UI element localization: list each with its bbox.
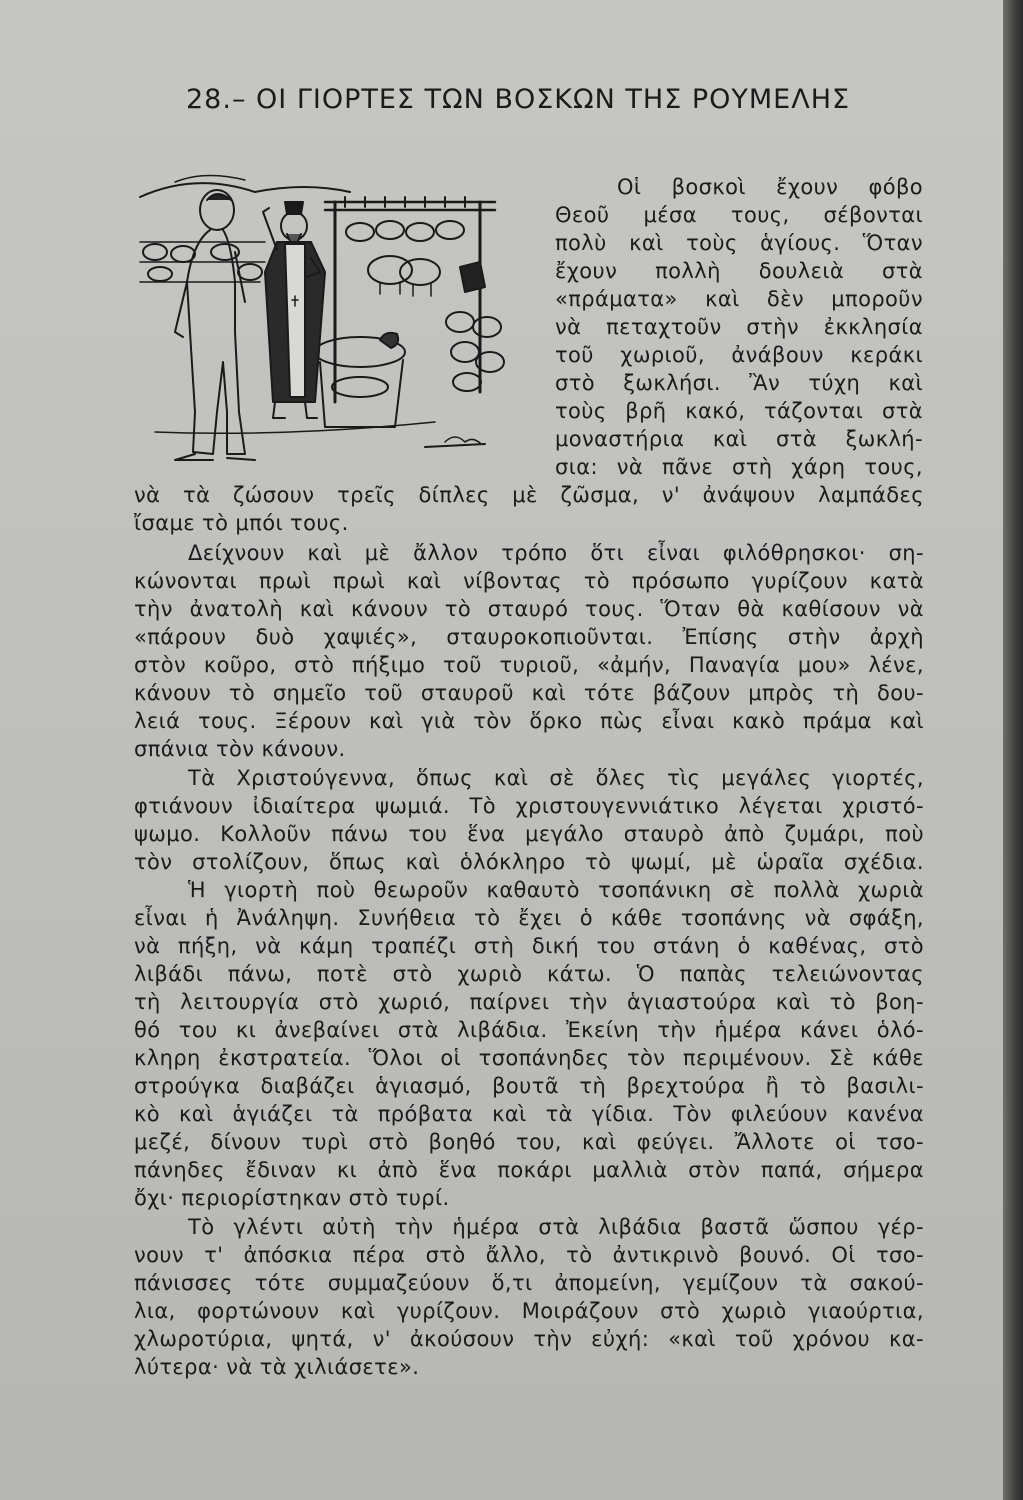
text-line: λειά τους. Ξέρουν καὶ γιὰ τὸν ὅρκο πὼς εἶναι κακὸ πράμα καὶ <box>134 709 924 733</box>
text-line: νουν τ' ἀπόσκια πέρα στὸ ἄλλο, τὸ ἀντικρινὸ βουνό. Οἱ τσο- <box>134 1243 924 1267</box>
text-line: Δείχνουν καὶ μὲ ἄλλον τρόπο ὅτι εἶναι φιλόθρησκοι· ση- <box>188 541 924 565</box>
text-line: εἶναι ἡ Ἀνάληψη. Συνήθεια τὸ ἔχει ὁ κάθε τσοπάνης νὰ σφάξη, <box>134 906 924 930</box>
text-line: στὸ ξωκλήσι. Ἂν τύχη καὶ <box>555 371 923 395</box>
text-line: μεζέ, δίνουν τυρὶ στὸ βοηθό του, καὶ φεύγει. Ἄλλοτε οἱ τσο- <box>134 1130 924 1154</box>
text-line: στρούγκα διαβάζει ἁγιασμό, βουτᾶ τὴ βρεχτούρα ἢ τὸ βασιλι- <box>134 1074 924 1098</box>
text-line: ὄχι· περιορίστηκαν στὸ τυρί. <box>134 1186 450 1210</box>
text-line: θό του κι ἀνεβαίνει στὰ λιβάδια. Ἐκείνη τὴν ἡμέρα κάνει ὁλό- <box>134 1018 924 1042</box>
text-line: τὴν ἀνατολὴ καὶ κάνουν τὸ σταυρό τους. Ὅταν θὰ καθίσουν νὰ <box>134 597 924 621</box>
text-line: ψωμο. Κολλοῦν πάνω του ἕνα μεγάλο σταυρὸ ἀπὸ ζυμάρι, ποὺ <box>134 822 924 846</box>
text-line: νὰ πήξη, νὰ κάμη τραπέζι στὴ δική του στάνη ὁ καθένας, στὸ <box>134 934 924 958</box>
text-line: νὰ τὰ ζώσουν τρεῖς δίπλες μὲ ζῶσμα, ν' ἀνάψουν λαμπάδες <box>134 483 924 507</box>
text-line: κώνονται πρωὶ πρωὶ καὶ νίβοντας τὸ πρόσωπο γυρίζουν κατὰ <box>134 569 924 593</box>
text-line: κάνουν τὸ σημεῖο τοῦ σταυροῦ καὶ τότε βάζουν μπρὸς τὴ δου- <box>134 681 924 705</box>
text-line: λύτερα· νὰ τὰ χιλιάσετε». <box>134 1355 420 1379</box>
book-binding-edge <box>1003 0 1023 1500</box>
text-line: χλωροτύρια, ψητά, ν' ἀκούσουν τὴν εὐχή: «καὶ τοῦ χρόνου κα- <box>134 1327 924 1351</box>
text-line: λιβάδι πάνω, ποτὲ στὸ χωριὸ κάτω. Ὁ παπὰς τελειώνοντας <box>134 962 924 986</box>
text-line: Τὸ γλέντι αὐτὴ τὴν ἡμέρα στὰ λιβάδια βαστᾶ ὥσπου γέρ- <box>188 1215 924 1239</box>
text-line: τοῦ χωριοῦ, ἀνάβουν κεράκι <box>555 343 923 367</box>
text-line: σια: νὰ πᾶνε στὴ χάρη τους, <box>555 455 923 479</box>
text-line: κὸ καὶ ἁγιάζει τὰ πρόβατα καὶ τὰ γίδια. Τὸν φιλεύουν κανένα <box>134 1102 924 1126</box>
text-line: σπάνια τὸν κάνουν. <box>134 737 346 761</box>
text-line: κληρη ἐκστρατεία. Ὅλοι οἱ τσοπάνηδες τὸν περιμένουν. Σὲ κάθε <box>134 1046 924 1070</box>
text-line: λια, φορτώνουν καὶ γυρίζουν. Μοιράζουν στὸ χωριὸ γιαούρτια, <box>134 1299 924 1323</box>
page-title: 28.– ΟΙ ΓΙΟΡΤΕΣ ΤΩΝ ΒΟΣΚΩΝ ΤΗΣ ΡΟΥΜΕΛΗΣ <box>186 84 851 115</box>
text-line: φτιάνουν ἰδιαίτερα ψωμιά. Τὸ χριστουγεννιάτικο λέγεται χριστό- <box>134 794 924 818</box>
text-line: τοὺς βρῆ κακό, τάζονται στὰ <box>555 399 923 423</box>
text-line: ἔχουν πολλὴ δουλειὰ στὰ <box>555 259 923 283</box>
text-line: Τὰ Χριστούγεννα, ὅπως καὶ σὲ ὅλες τὶς μεγάλες γιορτές, <box>188 766 924 790</box>
text-line: τὸν στολίζουν, ὅπως καὶ ὁλόκληρο τὸ ψωμί, μὲ ὡραῖα σχέδια. <box>134 850 924 874</box>
text-line: τὴ λειτουργία στὸ χωριό, παίρνει τὴν ἁγιαστούρα καὶ τὸ βοη- <box>134 990 924 1014</box>
text-line: μοναστήρια καὶ στὰ ξωκλή- <box>555 427 923 451</box>
text-line: ἴσαμε τὸ μπόι τους. <box>134 511 349 535</box>
text-line: πολὺ καὶ τοὺς ἁγίους. Ὅταν <box>555 231 923 255</box>
text-line: νὰ πεταχτοῦν στὴν ἐκκλησία <box>555 315 923 339</box>
priest-blessing-shepherd-illustration <box>135 162 530 467</box>
text-line: Οἱ βοσκοὶ ἔχουν φόβο <box>617 175 923 199</box>
text-line: στὸν κοῦρο, στὸ πήξιμο τοῦ τυριοῦ, «ἀμήν, Παναγία μου» λένε, <box>134 653 924 677</box>
text-line: πάνισσες τότε συμμαζεύουν ὅ,τι ἀπομείνη, γεμίζουν τὰ σακού- <box>134 1271 924 1295</box>
text-line: Θεοῦ μέσα τους, σέβονται <box>555 203 923 227</box>
text-line: «πράματα» καὶ δὲν μποροῦν <box>555 287 923 311</box>
text-line: Ἡ γιορτὴ ποὺ θεωροῦν καθαυτὸ τσοπάνικη σὲ πολλὰ χωριὰ <box>188 878 924 902</box>
text-line: «πάρουν δυὸ χαψιές», σταυροκοπιοῦνται. Ἐπίσης στὴν ἀρχὴ <box>134 625 924 649</box>
text-line: πάνηδες ἔδιναν κι ἀπὸ ἕνα ποκάρι μαλλιὰ στὸν παπά, σήμερα <box>134 1158 924 1182</box>
